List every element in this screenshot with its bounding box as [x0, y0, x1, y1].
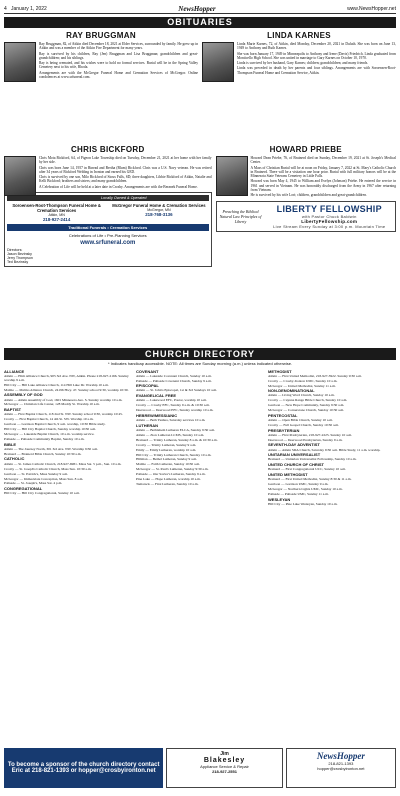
church-column-3 [268, 368, 396, 754]
denomination-heading: ALLIANCE [4, 368, 25, 374]
obituary-paragraph: Chris was born June 14, 1957 in Rinead and Bertha (Blum) Bickford. Chris was a U.S. Navy veteran. He was retired after 34 years of Bickford Welding in Ironton and earned his GED. [39, 165, 212, 174]
denomination-heading: ASSEMBLY OF GOD [4, 392, 43, 398]
church-column-2 [136, 368, 264, 754]
director-name: Ted Bezinsky [7, 260, 29, 265]
portrait-photo [202, 42, 234, 82]
denomination-heading: UNITARIAN UNIVERSALIST [268, 452, 321, 458]
church-listing: Crosby — Crosby-Ironton UMC, Sunday 10 a.m. [268, 378, 338, 383]
page-footer [4, 748, 396, 788]
church-listing: Aitkin — Living Word Church, Sunday 10 a.m. [268, 393, 335, 398]
obituary-paragraph: Linda Marie Karnes, 72, of Aitkin, died Monday, December 20, 2021 in Duluth. She was born on June 13, 1949 to Anthony and Ruth Karnes. [237, 42, 396, 51]
ad-home-phone: 218-927-2414 [42, 217, 71, 223]
church-listing: Aitkin — Aitkin Assembly of God, 1601 Minnesota Ave. S. Sunday worship 10 a.m. [4, 397, 123, 402]
church-listing: McGregor — Immaculate Conception, Mass Sun. 8 a.m. [4, 476, 84, 481]
church-listing: Aitkin — Zion Lutheran LCMS, Sunday 10 a.m. [136, 432, 205, 437]
church-listing: Aitkin — Open Bible Church, Sunday 10 a.m. [268, 418, 333, 423]
directors-label: Directors: [7, 248, 23, 253]
denomination-heading: EPISCOPAL [136, 383, 159, 389]
sponsor-notice: To become a sponsor of the church directory contact Eric at 218-821-1393 or hopper@crosbyironton.net [4, 748, 163, 788]
director-name: Jerry Thompson [7, 256, 33, 261]
obituary-paragraph: Ray is survived by his children, Ray (Jen) Bruggman and Lisa Bruggman; grandchildren and great-grandchildren; and his siblings. [39, 51, 198, 60]
card-phone: 218-927-2551 [212, 769, 237, 774]
church-listing: Hill City — Hill City Baptist Church, Sunday worship 10:30 a.m. [4, 427, 97, 432]
church-listing: Malmo — Faith Lutheran, Sunday 10:30 a.m. [136, 462, 201, 467]
newshopper-email[interactable]: hopper@crosbyironton.net [317, 766, 365, 771]
obituary-paragraph: Ray Bruggman, 82, of Aitkin died December 18, 2021 at Elder Services, surrounded by family. He grew up in Aitkin and was a member of the Aitkin Fire Department for many years. [39, 42, 198, 51]
ad-services-strip: Traditional Funerals • Cremation Services [7, 224, 209, 231]
obituary-name: LINDA KARNES [267, 31, 331, 40]
ad-home-name: McGregor Funeral Home & Cremation Services [112, 203, 206, 209]
obituaries-banner: OBITUARIES [4, 17, 396, 28]
church-listing: Brainerd — Unitarian Universalist Fellowship, Sunday 10 a.m. [268, 457, 357, 462]
denomination-heading: LUTHERAN [136, 422, 158, 428]
church-listing: Garrison — St. Patrick's, Mass Sunday 9 a.m. [4, 471, 69, 476]
ad-homes [7, 203, 209, 222]
church-listing: Aitkin — Lakewood EFC, Pastor, worship 10 a.m. [136, 398, 207, 403]
church-listing: Tamarack — First Lutheran, Sunday 10 a.m. [136, 482, 199, 487]
newspaper-logo: NewsHopper [178, 4, 216, 13]
church-listing: Brainerd — First Congregational UCC, Sunday 10 a.m. [268, 467, 346, 472]
newshopper-ad[interactable] [286, 748, 396, 788]
obituary-name: HOWARD PRIEBE [269, 145, 342, 154]
ad-directors [7, 248, 209, 264]
obituary-row-middle [4, 145, 396, 345]
denomination-heading: BAPTIST [4, 407, 22, 413]
church-listing: Palisade — Palisade UMC, Sunday 11 a.m. [268, 491, 329, 496]
funeral-home-advertisement[interactable] [4, 192, 212, 267]
obituary-paragraph: Linda is survived by her husband, Gary Karnes; children; grandchildren; and many friends. [237, 61, 369, 66]
church-listing: Palisade — Palisade Covenant Church, Sunday 9 a.m. [136, 378, 212, 383]
church-directory-note: * Indicates handicap accessible. NOTE: All times are Sunday morning (a.m.) unless indicated otherwise. [107, 361, 293, 366]
church-listing: McGregor — Christian Life Center, 128 Maddy St. Worship 10 a.m. [4, 402, 100, 407]
obituary-paragraph: He is survived by his wife Lori; children, grandchildren and great-grandchildren. [250, 193, 367, 198]
liberty-url[interactable]: LibertyFellowship.com [301, 218, 358, 224]
page-number: 4 [4, 5, 7, 12]
ad-website[interactable]: www.srfuneral.com [80, 240, 136, 247]
church-listing: Aitkin — Beth Yeshua, Saturday services 10 a.m. [136, 417, 206, 422]
church-listing: Aitkin — The Journey North, 301 3rd Ave. NW. Worship 9:30 a.m. [4, 446, 99, 451]
newspaper-page [4, 4, 396, 788]
obituary-row-top [4, 31, 396, 143]
card-surname: Blakesley [203, 757, 246, 764]
liberty-sub: with Pastor Chuck Baldwin [301, 213, 357, 219]
denomination-heading: CONGREGATIONAL [4, 486, 43, 492]
obituary-linda-karnes [202, 31, 396, 143]
church-listing: McGregor — Lakeside Baptist Church, 10 a.m. worship service. [4, 432, 95, 437]
church-listing: Crosby — Full Gospel Church, Sunday 10:30 a.m. [268, 423, 339, 427]
church-listing: Aitkin — Elim Alliance Church, 905 3rd Ave. NW, Aitkin. Phone 218-927-2166. Sunday worship 9 a.m. [4, 373, 129, 382]
church-listing: Brainerd — Trinity Lutheran, Sunday 8 a.m. & 10:30 a.m. [136, 437, 218, 442]
denomination-heading: UNITED CHURCH OF CHRIST [268, 462, 324, 468]
director-name: Jason Bezinsky [7, 252, 32, 257]
church-listing: Palisade — Our Savior's Lutheran, Sunday 9 a.m. [136, 472, 206, 477]
portrait-photo [216, 156, 248, 196]
church-listing: Aitkin — Aitkin SDA Church, Saturday 9:30 a.m. Bible Study, 11 a.m. worship. [268, 447, 381, 452]
church-listing: Aitkin — First Presbyterian, 218-927-2225. Sunday 10 a.m. [268, 432, 353, 437]
denomination-heading: COVENANT [136, 368, 159, 374]
newshopper-logo: NewsHopper [316, 751, 365, 761]
church-listing: Crosby — St. Joseph's Catholic Church, Mass Sun. 10:30 a.m. [4, 466, 92, 471]
church-listing: Palisade — St. Joseph's, Mass Sat. 4 p.m. [4, 481, 63, 486]
church-listing: Garrison — New Hope Community, Sunday 9:30 a.m. [268, 403, 345, 408]
ad-tagline: Celebrations of Life • Pre-Planning Services [68, 233, 147, 239]
church-listing: Hill City — Hill Lake Alliance Church, 114 Hill Lake Dr. Worship 10 a.m. [4, 382, 109, 387]
denomination-heading: HEBREW/MESSIANIC [136, 412, 178, 418]
obituary-paragraph: A Celebration of Life will be held at a later date in Crosby. Arrangements are with the Beranek Funeral Home. [39, 184, 198, 189]
obituary-chris-bickford [4, 145, 212, 345]
obituary-paragraph: Chris is survived by one son, Milo Bickford of Sioux Falls, SD; three daughters, Libbie Bickford of Aitkin, Natalie and Kelli Bickford; brothers and sisters; and many grandchildren. [39, 175, 212, 184]
website-link[interactable]: www.NewsHopper.net [347, 5, 396, 12]
church-directory-banner: CHURCH DIRECTORY [4, 348, 396, 360]
church-listing: Brainerd — Brainerd Bible Church, Sunday 10:30 a.m. [4, 451, 82, 456]
obituary-name: CHRIS BICKFORD [70, 145, 145, 154]
appliance-repair-ad[interactable] [166, 748, 282, 788]
page-folio [4, 4, 396, 14]
church-listing: Aitkin — First United Methodist, 218-927-3922. Sunday 9:30 a.m. [268, 373, 362, 378]
church-listing: Aitkin — Bethlehem Lutheran ELCA, Sunday 9:30 a.m. [136, 427, 216, 432]
church-listing: Crosby — Trinity Lutheran, Sunday 9 a.m. [136, 442, 197, 447]
church-listing: Hillman — Bethel Lutheran, Sunday 9 a.m. [136, 457, 198, 462]
obituary-paragraph: She was born January 17, 1949 in Minneapolis to Anthony and Irene (Davis) Friedrich. Linda graduated from Monticello High School. She was united in marriage to Gary Karnes on October 10, 1970. [237, 51, 396, 60]
denomination-heading: BIBLE [4, 441, 16, 447]
denomination-heading: WESLEYAN [268, 496, 291, 502]
liberty-times: Live Stream Every Sunday at 3:00 p.m. Mountain Time [273, 223, 386, 229]
church-column-1 [4, 368, 132, 754]
church-listing: Pine Lake — Hope Lutheran, worship 10 a.m. [136, 477, 201, 482]
ad-home-name: Soroensen-Root-Thompson Funeral Home & Cremation Services [12, 203, 101, 214]
church-listing: McGregor — Cornerstone Church, Sunday 10:30 a.m. [268, 408, 345, 413]
obituary-paragraph: Chris Mota Bickford, 64, of Pigeon Lake Township died on Tuesday, December 21, 2021 at her home with her family by her side. [39, 156, 212, 165]
church-listing: Deerwood — Deerwood Presbyterian, Sunday 9 a.m. [268, 437, 343, 442]
denomination-heading: PRESBYTERIAN [268, 427, 300, 433]
church-listing: Hill City — Hill City Congregational, Sunday 10 a.m. [4, 491, 80, 496]
denomination-heading: EVANGELICAL FREE [136, 393, 177, 399]
obituary-name: RAY BRUGGMAN [66, 31, 136, 40]
denomination-heading: NON-DENOMINATIONAL [268, 388, 315, 394]
ad-home-phone: 218-768-3136 [145, 212, 173, 218]
ad-home-city: McGregor, MN [147, 208, 171, 213]
liberty-logo [266, 204, 393, 229]
denomination-heading: SEVENTH-DAY ADVENTIST [268, 442, 320, 448]
church-listing: Deerwood — Deerwood EFC, Sunday worship 10 a.m. [136, 408, 214, 413]
card-first-name: Jim [220, 751, 229, 757]
obituary-paragraph: A Mass of Christian Burial will be at noon on Friday, January 7, 2022 at St. Mary's Catholic Church in Brainerd. There will be a visitation one hour prior. Burial with full military honors will be at the Minnesota State Veterans Cemetery in Little Falls. [250, 165, 396, 179]
church-listing: Aitkin — St. James Catholic Church, 218-927-6981. Mass Sat. 5 p.m., Sun. 10 a.m. [4, 461, 122, 466]
denomination-heading: METHODIST [268, 368, 292, 374]
liberty-tagline: Preaching the Biblical Natural Law Principles of Liberty [219, 208, 262, 224]
church-listing: Crosby — Crosby EFC, Sunday 9 a.m. & 10:30 a.m. [136, 403, 210, 408]
folio-left [4, 6, 47, 12]
obituary-paragraph: Linda was preceded in death by her parents and four siblings. Arrangements are with Soroensen-Root-Thompson Funeral Home and Cremation Service, Aitkin. [237, 66, 396, 75]
church-listing: McGregor — Northern Lights UMC, Sunday 10 a.m. [268, 486, 343, 491]
issue-date: January 1, 2022 [10, 5, 47, 12]
church-listing: McGregor — St. Paul's Lutheran, Sunday 9:30 a.m. [136, 467, 209, 472]
card-role: Appliance Service & Repair [200, 764, 249, 769]
obituary-howard-priebe [216, 145, 396, 345]
denomination-heading: PENTECOSTAL [268, 412, 298, 418]
denomination-heading: CATHOLIC [4, 456, 25, 462]
obituary-paragraph: Arrangements are with the McGregor Funeral Home and Cremation Services of McGregor. Online condolences at www.srfuneral.com. [39, 70, 198, 80]
ad-home-city: Aitkin, MN [48, 213, 65, 218]
church-listing: McGregor — United Methodist, Sunday 11 a.m. [268, 383, 336, 388]
ad-home-aitkin [7, 203, 106, 222]
obituary-paragraph: Howard Dean Priebe, 76, of Brainerd died on Sunday, December 19, 2021 at St. Joseph's Medical Center. [250, 156, 396, 165]
liberty-fellowship-advertisement[interactable] [216, 201, 396, 232]
church-listing: Malmo — Malmo Alliance Church, 24196 Hwy. 47. Sunday school 9:30, worship 10:30. [4, 387, 129, 392]
portrait-photo [4, 42, 36, 82]
church-listing: Hill City — Trinity Lutheran Church, Sunday 10 a.m. [136, 452, 212, 457]
obituary-paragraph: Howard was born May 4, 1945 to William and Evelyn (Johnson) Priebe. He entered the service in 1961 and served in Vietnam. He was honorably discharged from the Army in 1967 after returning from Vietnam. [250, 179, 396, 193]
denomination-heading: UNITED METHODIST [268, 471, 308, 477]
church-listing: Aitkin — Lakeside Covenant Church, Sunday 10 a.m. [136, 373, 212, 378]
portrait-photo [4, 156, 36, 196]
ad-locally-owned: Locally Owned & Operated [7, 195, 209, 201]
church-listing: Aitkin — First Baptist Church, 118 2nd St. NW. Sunday school 9:30, worship 10:45. [4, 412, 123, 417]
church-listing: Garrison — Garrison UMC, Sunday 9 a.m. [268, 481, 329, 486]
obituary-ray-bruggman [4, 31, 198, 143]
church-listing: Crosby — First Baptist Church, 14 4th St. SW. Worship 10 a.m. [4, 417, 94, 422]
obituary-paragraph: Ray is being cremated, and his wishes were to hold no formal services. Burial will be in the Spring Valley Cemetery next to his wife, Rhoda. [39, 61, 198, 70]
church-listing: Brainerd — First United Methodist, Sunday 8:30 & 11 a.m. [268, 477, 352, 482]
church-listing: Garrison — Garrison Baptist Church, 9 a.m. worship, 10:30 Bible study. [4, 422, 106, 427]
church-listing: Hill City — Pine Lake Wesleyan, Sunday 10 a.m. [268, 501, 338, 506]
church-directory-columns [4, 368, 396, 754]
church-listing: Palisade — Palisade Community Baptist, Sunday 10 a.m. [4, 437, 85, 442]
church-listing: Aitkin — St. John's Episcopal, 1st & 3rd Sundays 10 a.m. [136, 388, 218, 393]
newshopper-phone: 218-821-1393 [328, 761, 354, 766]
church-listing: Crosby — Cuyuna Range Bible Church, Sunday 10 a.m. [268, 398, 348, 403]
church-listing: Emily — Emily Lutheran, worship 10 a.m. [136, 447, 197, 452]
ad-home-mcgregor [109, 203, 208, 222]
liberty-name: LIBERTY FELLOWSHIP [276, 203, 382, 214]
